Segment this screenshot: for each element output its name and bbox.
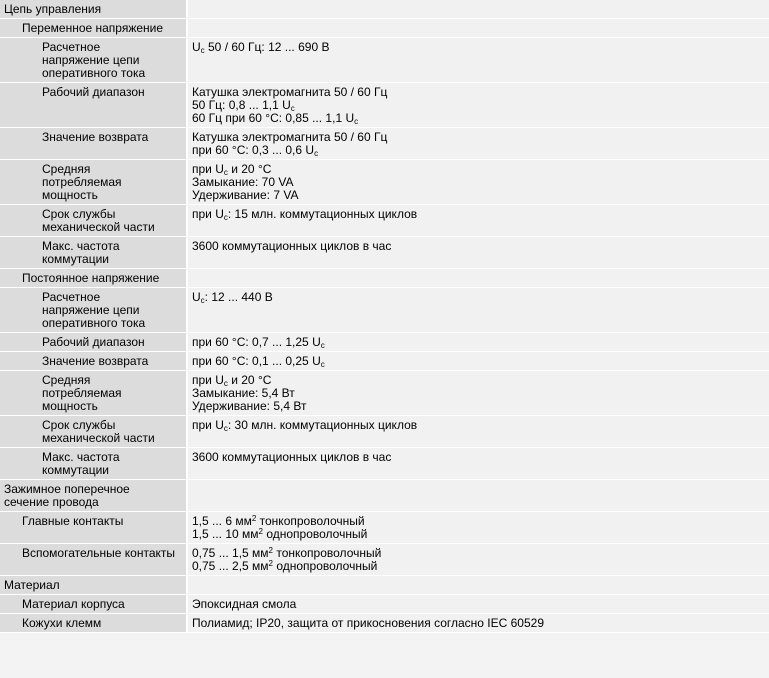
row-label-text: Цепь управления: [4, 2, 102, 16]
row-value: [187, 83, 769, 128]
row-label-text: Переменное напряжение: [22, 21, 164, 35]
row-label: [0, 269, 187, 288]
row-label: [0, 576, 187, 595]
row-value: [187, 614, 769, 633]
table-row: [0, 576, 769, 595]
row-value: [187, 480, 769, 512]
row-label: [0, 333, 187, 352]
row-value-line: 3600 коммутационных циклов в час: [192, 239, 392, 253]
row-value: [187, 352, 769, 371]
row-label-text: Зажимное поперечное сечение провода: [4, 482, 130, 509]
row-label-text: Вспомогательные контакты: [22, 546, 175, 560]
table-row: [0, 480, 769, 512]
row-value-line: при 60 °C: 0,1 ... 0,25 $U_c$: [192, 354, 325, 369]
row-value: [187, 128, 769, 160]
row-label-text: Значение возврата: [42, 130, 149, 144]
row-value-line: Катушка электромагнита 50 / 60 Гц: [192, 85, 388, 99]
row-value-line: 1,5 ... 6 $мм^2$ тонкопроволочный: [192, 514, 365, 528]
row-label-text: Материал: [4, 578, 60, 592]
row-value: [187, 0, 769, 19]
table-row: [0, 128, 769, 160]
row-value: [187, 576, 769, 595]
row-value: [187, 544, 769, 576]
table-row: [0, 448, 769, 480]
row-label-text: Макс. частота коммутации: [42, 239, 120, 266]
row-value-line: 50 Гц: 0,8 ... 1,1 $U_c$: [192, 98, 295, 113]
table-row: [0, 269, 769, 288]
row-label-text: Макс. частота коммутации: [42, 450, 120, 477]
row-value: [187, 595, 769, 614]
row-label: [0, 19, 187, 38]
row-value-line: Удерживание: 5,4 Вт: [192, 399, 307, 413]
row-value-line: при $U_c$: 15 млн. коммутационных циклов: [192, 207, 418, 222]
row-label: [0, 595, 187, 614]
row-value: [187, 371, 769, 416]
table-row: [0, 333, 769, 352]
table-row: [0, 160, 769, 205]
table-row: [0, 512, 769, 544]
row-label: [0, 512, 187, 544]
table-row: [0, 595, 769, 614]
row-label-text: Рабочий диапазон: [42, 335, 145, 349]
table-row: [0, 19, 769, 38]
row-label-text: Рабочий диапазон: [42, 85, 145, 99]
row-label-text: Постоянное напряжение: [22, 271, 160, 285]
row-value: [187, 416, 769, 448]
row-value-line: Замыкание: 5,4 Вт: [192, 386, 295, 400]
row-value: [187, 19, 769, 38]
row-label: [0, 614, 187, 633]
table-row: [0, 544, 769, 576]
table-row: [0, 352, 769, 371]
row-label: [0, 544, 187, 576]
row-value-line: 60 Гц при 60 °C: 0,85 ... 1,1 $U_c$: [192, 111, 359, 126]
row-value: [187, 205, 769, 237]
row-value-line: при $U_c$: 30 млн. коммутационных циклов: [192, 418, 418, 433]
row-label-text: Средняя потребляемая мощность: [42, 162, 122, 202]
table-row: [0, 416, 769, 448]
table-row: [0, 0, 769, 19]
row-value: [187, 237, 769, 269]
row-label: [0, 448, 187, 480]
table-row: [0, 614, 769, 633]
row-value: [187, 512, 769, 544]
row-label-text: Расчетное напряжение цепи оперативного тока: [42, 40, 146, 80]
row-label: [0, 480, 187, 512]
row-value: [187, 160, 769, 205]
row-value-line: при 60 °C: 0,7 ... 1,25 $U_c$: [192, 335, 325, 350]
row-value-line: Полиамид; IP20, защита от прикосновения согласно IEC 60529: [192, 616, 545, 630]
row-label-text: Средняя потребляемая мощность: [42, 373, 122, 413]
row-value-line: Эпоксидная смола: [192, 597, 297, 611]
row-label: [0, 160, 187, 205]
row-value-line: 3600 коммутационных циклов в час: [192, 450, 392, 464]
row-label: [0, 352, 187, 371]
row-label-text: Главные контакты: [22, 514, 124, 528]
row-value: [187, 288, 769, 333]
row-label-text: Значение возврата: [42, 354, 149, 368]
row-value-line: при $U_c$ и 20 °C: [192, 373, 272, 388]
table-row: [0, 237, 769, 269]
row-value-line: $U_c$ 50 / 60 Гц: 12 ... 690 В: [192, 40, 330, 55]
row-label-text: Срок службы механической части: [42, 418, 155, 445]
row-label-text: Кожухи клемм: [22, 616, 102, 630]
row-label: [0, 0, 187, 19]
row-label: [0, 416, 187, 448]
row-value-line: Удерживание: 7 VA: [192, 188, 299, 202]
row-label: [0, 371, 187, 416]
row-value: [187, 448, 769, 480]
row-label-text: Материал корпуса: [22, 597, 125, 611]
row-value-line: Замыкание: 70 VA: [192, 175, 294, 189]
row-label-text: Срок службы механической части: [42, 207, 155, 234]
row-value: [187, 269, 769, 288]
row-label: [0, 128, 187, 160]
row-value: [187, 333, 769, 352]
table-row: [0, 83, 769, 128]
row-value: [187, 38, 769, 83]
row-label: [0, 38, 187, 83]
row-value-line: 0,75 ... 2,5 $мм^2$ однопроволочный: [192, 559, 378, 573]
row-value-line: Катушка электромагнита 50 / 60 Гц: [192, 130, 388, 144]
table-row: [0, 38, 769, 83]
row-value-line: при $U_c$ и 20 °C: [192, 162, 272, 177]
table-row: [0, 288, 769, 333]
table-row: [0, 371, 769, 416]
row-value-line: 0,75 ... 1,5 $мм^2$ тонкопроволочный: [192, 546, 382, 560]
row-value-line: 1,5 ... 10 $мм^2$ однопроволочный: [192, 527, 368, 541]
row-label-text: Расчетное напряжение цепи оперативного тока: [42, 290, 146, 330]
row-label: [0, 83, 187, 128]
row-value-line: при 60 °C: 0,3 ... 0,6 $U_c$: [192, 143, 319, 158]
row-label: [0, 288, 187, 333]
table-row: [0, 205, 769, 237]
row-value-line: $U_c$: 12 ... 440 В: [192, 290, 273, 305]
row-label: [0, 205, 187, 237]
row-label: [0, 237, 187, 269]
